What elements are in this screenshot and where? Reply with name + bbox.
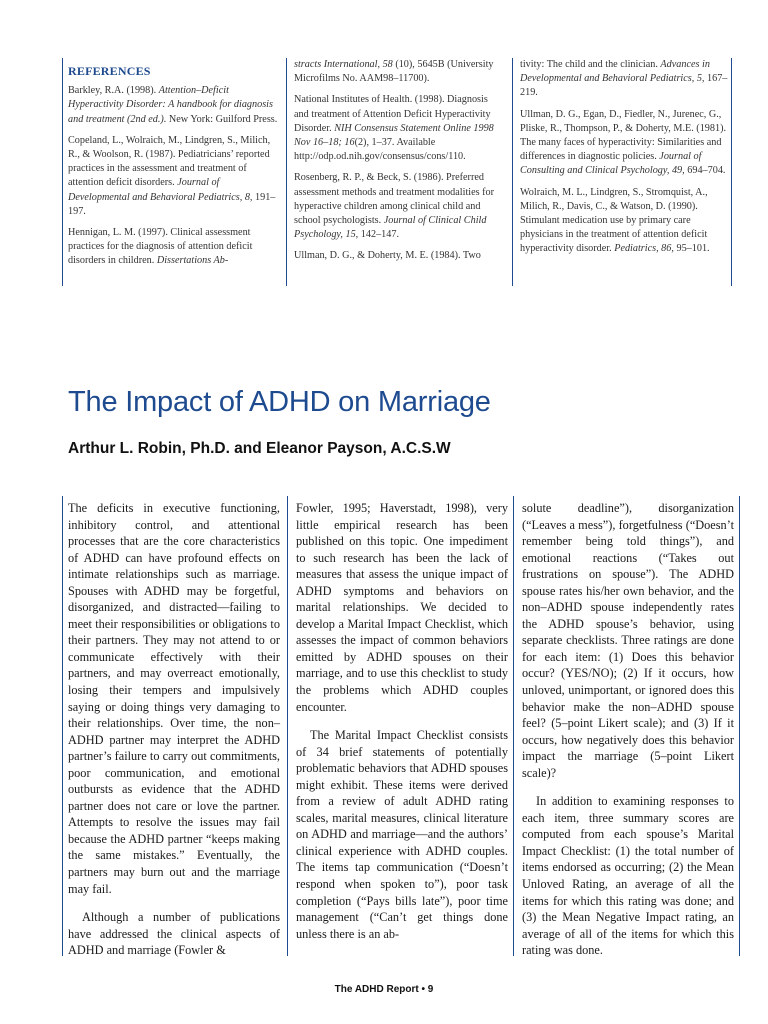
reference-entry: Barkley, R.A. (1998). Attention–Deficit Hyperactivity Disorder: A handbook for diagnosis and treatment (2nd ed.). New York: Guilford Press.	[68, 85, 278, 125]
body-paragraph: In addition to examining responses to each item, three summary scores are computed from each spouse’s Marital Impact Checklist: (1) the total number of items endorsed as occurring; (2) the Mean Unloved Rating, an average of all the items for which this rating was done; and (3) the Mean Negative Impact rating, an average of all of the items for which this rating was done.	[522, 794, 734, 958]
reference-entry: Ullman, D. G., & Doherty, M. E. (1984). Two	[294, 250, 481, 262]
reference-entry: Ullman, D. G., Egan, D., Fiedler, N., Jurenec, G., Pliske, R., Thompson, P., & Doherty, M.E. (1981). The many faces of hyperactivity: Similarities and differences in diagnostic policies. Journal of Consulting and Clinical Psychology, 49, 694–704.	[520, 108, 727, 177]
reference-entry: stracts International, 58 (10), 5645B (University Microfilms No. AAM98–11700).	[294, 59, 494, 85]
column-divider	[62, 58, 63, 286]
column-divider	[513, 496, 514, 956]
body-paragraph: The deficits in executive functioning, inhibitory control, and attentional processes that are the core characteristics of ADHD can have profound effects on intimate relationships such as marriage. Spouses with ADHD may be forgetful, disorganized, and distracted—failing to meet their responsibilities or obligations to their partners. They may not attend to or communicate effectively with their partners, and may overreact emotionally, losing their tempers and impulsively saying or doing things very damaging to their relationships. Over time, the non–ADHD partner may interpret the ADHD partner’s failure to carry out commitments, poor communication, and emotional outbursts as evidence that the ADHD partner does not care or love the partner. Attempts to resolve the issues may fail because the ADHD partner “keeps making the same mistakes.” Eventually, the partners may burn out and the marriage may fail.	[68, 501, 280, 896]
article-title: The Impact of ADHD on Marriage	[68, 386, 491, 418]
body-paragraph: The Marital Impact Checklist consists of 34 brief statements of potentially problematic behaviors that ADHD spouses might exhibit. These items were derived from a review of adult ADHD rating scales, marital measures, clinical literature on ADHD and marriage—and the authors’ clinical experience with ADHD couples. The items tap communication (“Doesn’t respond when spoken to”), poor task completion (“Pays bills late”), poor time management (“Can’t get things done unless there is an ab-	[296, 728, 508, 941]
page-footer: The ADHD Report • 9	[334, 984, 434, 995]
reference-entry: National Institutes of Health. (1998). Diagnosis and treatment of Attention Deficit Hyperactivity Disorder. NIH Consensus Statement Online 1998 Nov 16–18; 16(2), 1–37. Available http://odp.od.nih.gov/consensus/cons/110.	[294, 94, 494, 163]
reference-entry: Hennigan, L. M. (1997). Clinical assessment practices for the diagnosis of attention deficit disorders in children. Dissertations Ab-	[68, 227, 253, 267]
reference-entry: Rosenberg, R. P., & Beck, S. (1986). Preferred assessment methods and treatment modalities for hyperactive children among clinical child and school psychologists. Journal of Clinical Child Psychology, 15, 142–147.	[294, 172, 495, 241]
body-column-1	[68, 500, 280, 971]
body-paragraph: solute deadline”), disorganization (“Leaves a mess”), forgetfulness (“Doesn’t remember being told things”), and emotional reactions (“Takes out frustrations on spouse”). The ADHD spouse rates his/her own behavior, and the non–ADHD spouse independently rates the ADHD spouse’s behavior, using separate checklists. Three ratings are done for each item: (1) Does this behavior occur? (YES/NO); (2) If it occurs, how unloved, unimportant, or ignored does this behavior make the non–ADHD spouse feel? (5–point Likert scale); and (3) If it occurs, how negatively does this behavior impact the marriage (5–point Likert scale)?	[522, 501, 734, 780]
body-column-2	[296, 500, 508, 954]
article-authors: Arthur L. Robin, Ph.D. and Eleanor Payson, A.C.S.W	[68, 440, 451, 457]
column-divider	[62, 496, 63, 956]
column-divider	[731, 58, 732, 286]
column-divider	[286, 58, 287, 286]
reference-entry: Wolraich, M. L., Lindgren, S., Stromquist, A., Milich, R., Davis, C., & Watson, D. (1990). Stimulant medication use by primary care physicians in the treatment of attention deficit hyperactivity disorder. Pediatrics, 86, 95–101.	[520, 186, 710, 255]
body-paragraph: Although a number of publications have addressed the clinical aspects of ADHD and marriage (Fowler &	[68, 910, 280, 958]
column-divider	[512, 58, 513, 286]
body-column-3	[522, 500, 734, 971]
reference-entry: tivity: The child and the clinician. Advances in Developmental and Behavioral Pediatrics, 5, 167–219.	[520, 59, 728, 99]
references-heading: REFERENCES	[68, 64, 151, 78]
body-paragraph: Fowler, 1995; Haverstadt, 1998), very little empirical research has been published on this topic. One impediment to such research has been the lack of measures that assess the unique impact of ADHD symptoms and behaviors on marital relationships. We decided to develop a Marital Impact Checklist, which assesses the impact of common behaviors emitted by ADHD spouses on their marriage, and to use this checklist to study the problems which ADHD couples encounter.	[296, 501, 508, 714]
references-column-3	[520, 58, 730, 264]
column-divider	[739, 496, 740, 956]
references-section	[62, 58, 732, 298]
references-column-1	[68, 58, 278, 276]
column-divider	[287, 496, 288, 956]
references-column-2	[294, 58, 504, 271]
reference-entry: Copeland, L., Wolraich, M., Lindgren, S., Milich, R., & Woolson, R. (1987). Pediatricians’ reported practices in the assessment and treatment of attention deficit disorders. Journal of Developmental and Behavioral Pediatrics, 8, 191–197.	[68, 134, 276, 217]
